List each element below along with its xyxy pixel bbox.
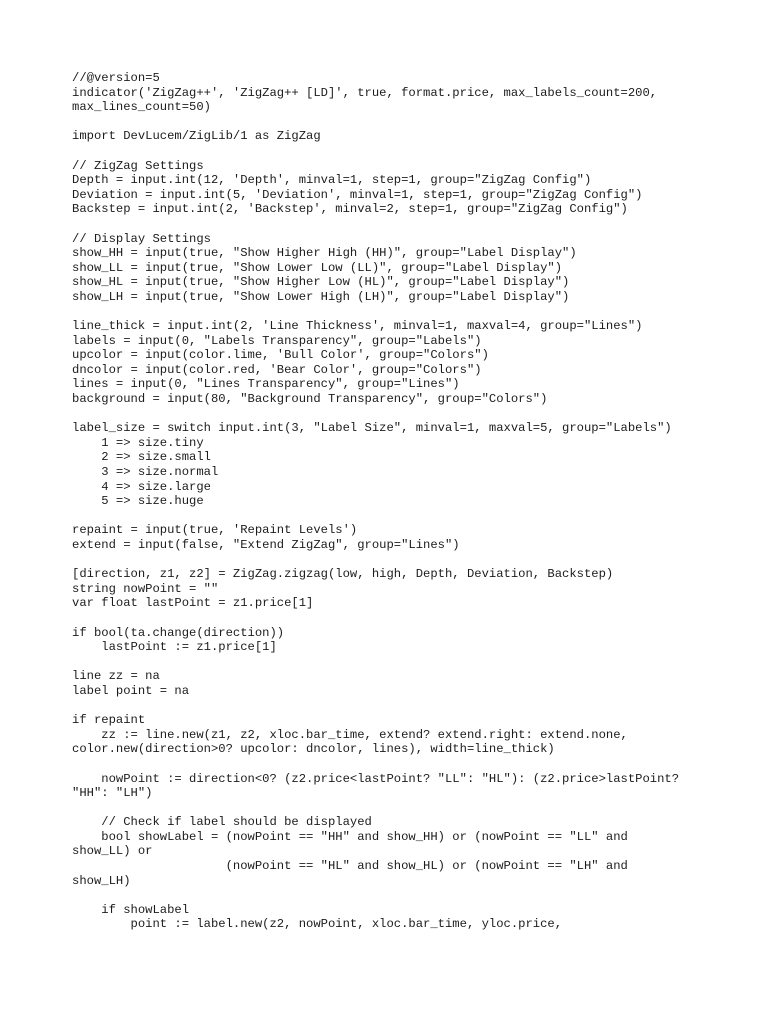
code-line: show_HH = input(true, "Show Higher High (HH)", group="Label Display") (72, 246, 577, 261)
code-line: labels = input(0, "Labels Transparency", group="Labels") (72, 333, 482, 348)
code-line: 2 => size.small (72, 450, 211, 465)
code-line (72, 407, 752, 422)
code-line: 4 => size.large (72, 479, 211, 494)
code-line: if showLabel (72, 902, 190, 917)
code-line: show_LH = input(true, "Show Lower High (LH)", group="Label Display") (72, 289, 570, 304)
code-line: label point = na (72, 683, 190, 698)
code-line: // ZigZag Settings (72, 158, 204, 173)
code-line: "HH": "LH") (72, 786, 153, 801)
code-line: background = input(80, "Background Transparency", group="Colors") (72, 392, 548, 407)
code-line: show_LL = input(true, "Show Lower Low (LL)", group="Label Display") (72, 260, 563, 275)
code-line: 1 => size.tiny (72, 435, 204, 450)
code-line: import DevLucem/ZigLib/1 as ZigZag (72, 129, 321, 144)
code-line: //@version=5 (72, 71, 160, 85)
code-line: show_LL) or (72, 844, 153, 859)
code-line (72, 699, 752, 714)
code-line (72, 757, 752, 772)
code-line: bool showLabel = (nowPoint == "HH" and show_HH) or (nowPoint == "LL" and (72, 829, 628, 844)
code-line: // Display Settings (72, 231, 211, 246)
code-line: Deviation = input.int(5, 'Deviation', minval=1, step=1, group="ZigZag Config") (72, 187, 643, 202)
code-line: upcolor = input(color.lime, 'Bull Color', group="Colors") (72, 348, 489, 363)
code-line: (nowPoint == "HL" and show_HL) or (nowPoint == "LH" and (72, 859, 628, 874)
code-line: [direction, z1, z2] = ZigZag.zigzag(low, high, Depth, Deviation, Backstep) (72, 567, 614, 582)
code-line (72, 611, 752, 626)
code-line (72, 801, 752, 816)
code-line: 3 => size.normal (72, 465, 219, 480)
code-line (72, 305, 752, 320)
code-line: if bool(ta.change(direction)) (72, 625, 285, 640)
code-line: Backstep = input.int(2, 'Backstep', minval=2, step=1, group="ZigZag Config") (72, 202, 628, 217)
code-line (72, 509, 752, 524)
code-line: lines = input(0, "Lines Transparency", group="Lines") (72, 377, 460, 392)
code-line: show_HL = input(true, "Show Higher Low (HL)", group="Label Display") (72, 275, 570, 290)
code-line: line zz = na (72, 669, 160, 684)
code-line: repaint = input(true, 'Repaint Levels') (72, 523, 358, 538)
code-line: 5 => size.huge (72, 494, 204, 509)
code-line (72, 553, 752, 568)
code-line: zz := line.new(z1, z2, xloc.bar_time, extend? extend.right: extend.none, (72, 727, 628, 742)
code-line: Depth = input.int(12, 'Depth', minval=1, step=1, group="ZigZag Config") (72, 173, 592, 188)
code-line: show_LH) (72, 873, 131, 888)
code-line (72, 655, 752, 670)
code-line: // Check if label should be displayed (72, 815, 372, 830)
code-line: color.new(direction>0? upcolor: dncolor, lines), width=line_thick) (72, 742, 555, 757)
code-line (72, 144, 752, 159)
code-line: max_lines_count=50) (72, 100, 211, 115)
code-line: extend = input(false, "Extend ZigZag", group="Lines") (72, 538, 460, 552)
code-line: line_thick = input.int(2, 'Line Thickness', minval=1, maxval=4, group="Lines") (72, 319, 643, 334)
code-line: nowPoint := direction<0? (z2.price<lastPoint? "LL": "HL"): (z2.price>lastPoint? (72, 771, 680, 786)
code-line: lastPoint := z1.price[1] (72, 640, 277, 655)
code-line (72, 888, 752, 903)
code-listing (72, 71, 752, 932)
code-line: string nowPoint = "" (72, 581, 219, 596)
code-line: if repaint (72, 713, 146, 728)
code-line: dncolor = input(color.red, 'Bear Color', group="Colors") (72, 362, 482, 377)
code-line: var float lastPoint = z1.price[1] (72, 596, 314, 611)
code-line: point := label.new(z2, nowPoint, xloc.bar_time, yloc.price, (72, 917, 563, 932)
code-line (72, 115, 752, 130)
code-line (72, 217, 752, 232)
code-line: indicator('ZigZag++', 'ZigZag++ [LD]', true, format.price, max_labels_count=200, (72, 85, 658, 100)
code-line: label_size = switch input.int(3, "Label Size", minval=1, maxval=5, group="Labels") (72, 421, 672, 436)
